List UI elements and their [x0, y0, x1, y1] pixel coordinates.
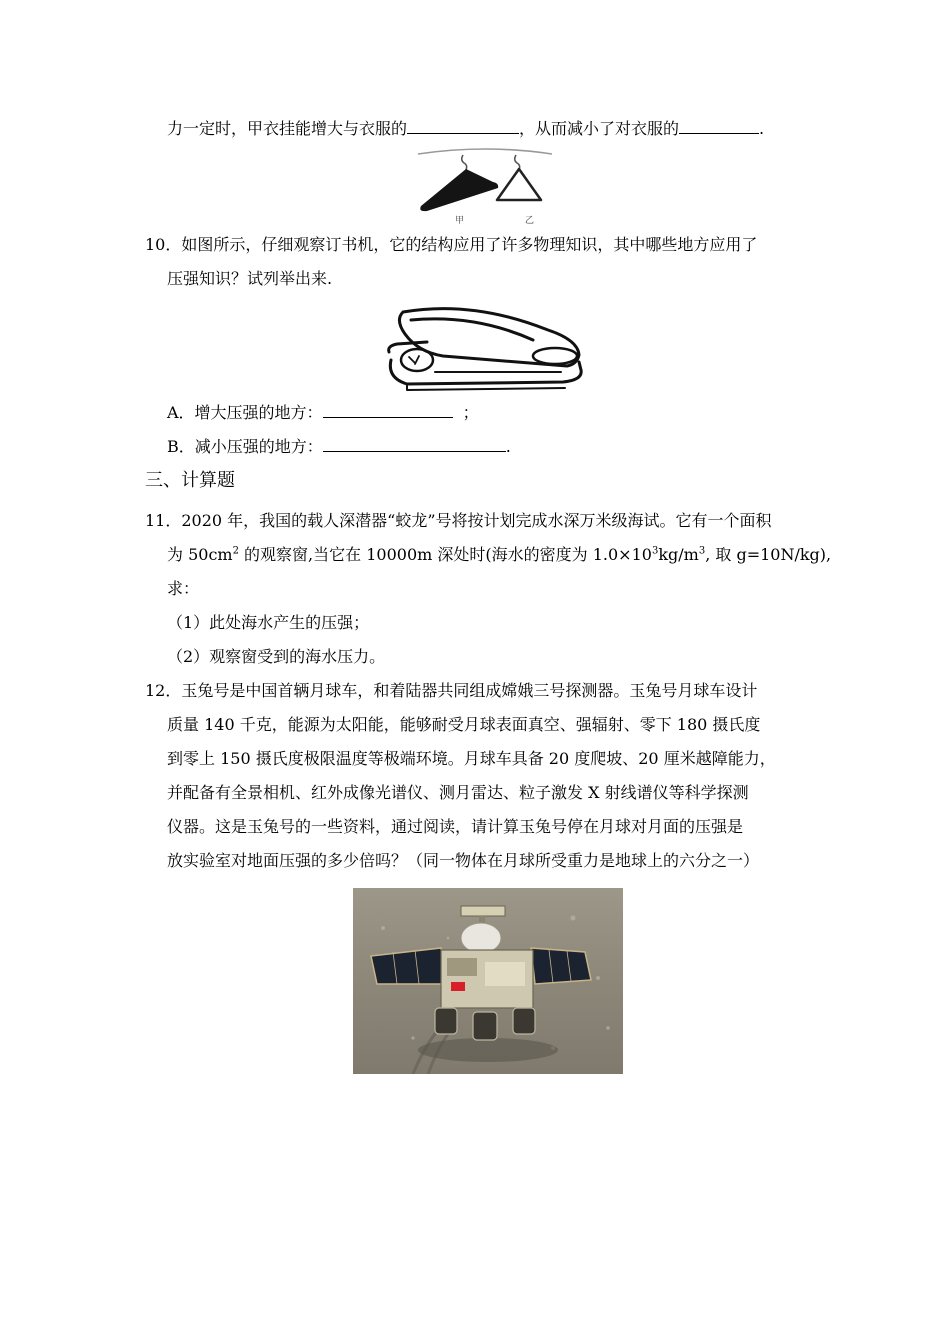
hanger-rail — [418, 149, 552, 154]
q11-sub-2: （2）观察窗受到的海水压力。 — [167, 647, 386, 666]
q10-answer-blank-b[interactable] — [323, 434, 506, 452]
q12-line-3: 到零上 150 摄氏度极限温度等极端环境。月球车具备 20 度爬坡、20 厘米越障能力， — [167, 749, 776, 768]
q9-text-line — [167, 116, 764, 140]
q12-line-2: 质量 140 千克，能源为太阳能，能够耐受月球表面真空、强辐射、零下 180 摄氏度 — [167, 715, 761, 734]
q11-line-2-d: , 取 g=10N/kg), — [705, 545, 832, 564]
rover-antenna-dish — [461, 923, 501, 953]
rover-shadow — [418, 1038, 558, 1062]
q12-line-1: 12．玉兔号是中国首辆月球车，和着陆器共同组成嫦娥三号探测器。玉兔号月球车设计 — [145, 681, 758, 700]
q9-text-c: . — [759, 119, 765, 138]
hanger-label-jia: 甲 — [455, 216, 465, 226]
q10-option-b-end: . — [505, 437, 511, 456]
q10-option-b-label: B．减小压强的地方： — [167, 437, 323, 456]
rover-body-foil — [485, 962, 525, 986]
q10-option-a-label: A．增大压强的地方： — [167, 403, 323, 422]
hanger-jia — [420, 155, 498, 211]
q11-sup-3: 3 — [698, 545, 706, 557]
q11-line-1: 11．2020 年，我国的载人深潜器“蛟龙”号将按计划完成水深万米级海试。它有一个面积 — [145, 511, 772, 530]
rover-flag — [451, 982, 465, 991]
stapler-staple-mark — [409, 356, 419, 364]
q9-answer-blank-2[interactable] — [679, 116, 759, 134]
stapler-press-pad — [533, 348, 577, 364]
right-solar-panel — [531, 948, 591, 984]
q10-option-b — [167, 434, 511, 458]
q11-sup-1: 2 — [232, 545, 239, 557]
q9-answer-blank-1[interactable] — [407, 116, 519, 134]
q10-option-a — [167, 400, 479, 424]
rover-camera-mast — [461, 906, 505, 916]
q11-line-2 — [167, 544, 831, 566]
q12-line-5: 仪器。这是玉兔号的一些资料，通过阅读，请计算玉兔号停在月球对月面的压强是 — [167, 817, 744, 836]
yutu-rover-photo — [353, 888, 623, 1074]
hanger-yi — [497, 155, 541, 200]
q9-text-b: ，从而减小了对衣服的 — [519, 119, 680, 138]
hanger-label-yi: 乙 — [525, 216, 535, 226]
stapler-arm-edge — [411, 319, 533, 340]
q11-line-2-b: 的观察窗,当它在 10000m 深处时(海水的密度为 1.0×10 — [238, 545, 652, 564]
q11-sup-2: 3 — [651, 545, 659, 557]
q11-line-2-a: 为 50cm — [167, 545, 233, 564]
rover-body-panel — [447, 958, 477, 976]
q12-line-4: 并配备有全景相机、红外成像光谱仪、测月雷达、粒子激发 X 射线谱仪等科学探测 — [167, 783, 749, 802]
q9-text-a: 力一定时，甲衣挂能增大与衣服的 — [167, 119, 408, 138]
section-title: 三、计算题 — [145, 470, 235, 491]
stapler-top-arm — [399, 309, 579, 366]
hanger-figure — [415, 144, 555, 226]
q11-sub-1: （1）此处海水产生的压强； — [167, 613, 370, 632]
q10-option-a-end: ； — [462, 403, 479, 422]
q10-line-2: 压强知识？试列举出来. — [167, 269, 333, 288]
q10-answer-blank-a[interactable] — [323, 400, 453, 418]
stapler-figure — [383, 300, 588, 392]
q12-line-6: 放实验室对地面压强的多少倍吗？（同一物体在月球所受重力是地球上的六分之一） — [167, 851, 760, 870]
q10-line-1: 10．如图所示，仔细观察订书机，它的结构应用了许多物理知识，其中哪些地方应用了 — [145, 235, 758, 254]
q11-line-2-c: kg/m — [658, 545, 699, 564]
q11-line-3: 求： — [167, 579, 200, 598]
